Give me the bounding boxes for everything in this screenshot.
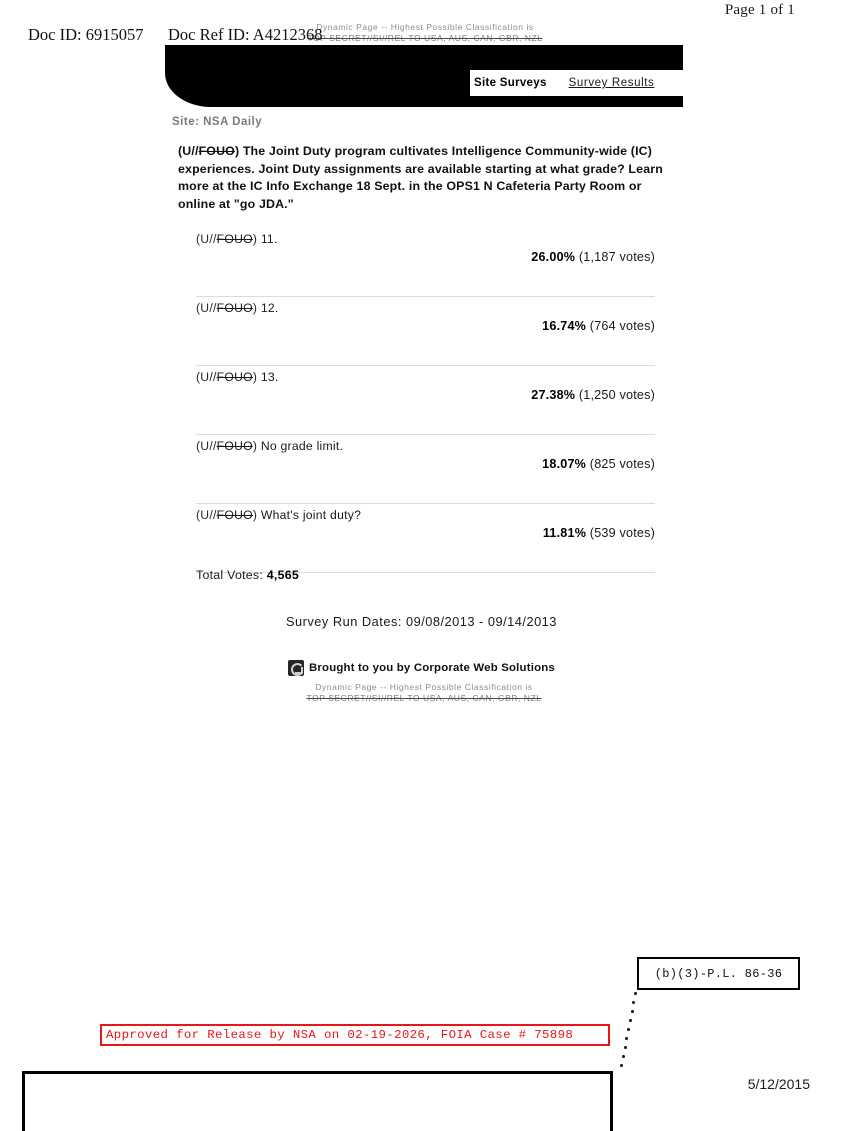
poll-option-stats (531, 388, 655, 402)
option-marking-strike: FOUO (216, 232, 253, 246)
credit-text: Brought to you by Corporate Web Solutions (309, 662, 555, 674)
poll-row (196, 435, 655, 504)
poll-option-label (196, 508, 361, 522)
survey-question (178, 143, 678, 213)
survey-run-dates: Survey Run Dates: 09/08/2013 - 09/14/2013 (286, 614, 557, 629)
option-marking-suffix: ) (252, 508, 258, 522)
masthead-bottom-bar (470, 96, 683, 107)
poll-option-label (196, 439, 343, 453)
classification-line-1: Dynamic Page -- Highest Possible Classification is (315, 682, 533, 692)
option-marking-prefix: (U// (196, 508, 217, 522)
option-marking-suffix: ) (252, 439, 258, 453)
poll-row (196, 228, 655, 297)
site-label: Site: NSA Daily (172, 116, 263, 128)
poll-row (196, 366, 655, 435)
option-marking-prefix: (U// (196, 439, 217, 453)
option-marking-prefix: (U// (196, 301, 217, 315)
poll-results-list (196, 228, 655, 573)
option-marking-prefix: (U// (196, 232, 217, 246)
option-text: No grade limit. (260, 439, 344, 453)
classification-line-1: Dynamic Page -- Highest Possible Classification is (316, 22, 534, 32)
option-marking-suffix: ) (252, 232, 258, 246)
question-marking-prefix: (U// (178, 144, 199, 158)
total-votes (196, 568, 299, 582)
poll-option-stats (542, 319, 655, 333)
tab-site-surveys[interactable]: Site Surveys (474, 77, 547, 89)
option-percent: 11.81% (542, 526, 587, 540)
option-votes: (825 votes) (589, 457, 655, 471)
option-percent: 26.00% (531, 250, 576, 264)
option-percent: 16.74% (542, 319, 587, 333)
option-text: 11. (260, 232, 278, 246)
print-date: 5/12/2015 (747, 1076, 810, 1092)
question-text: The Joint Duty program cultivates Intelligence Community-wide (IC) experiences. Joint Duty assignments are available starting at what grade? Learn more at the IC Info Exchange 18 Sept. in the OPS1 N Cafeteria Party Room or online at "go JDA." (178, 144, 663, 211)
exemption-callout-box (637, 957, 800, 990)
total-votes-value: 4,565 (266, 568, 300, 582)
exemption-leader-line (612, 992, 642, 1070)
option-marking-strike: FOUO (216, 439, 253, 453)
poll-option-label (196, 370, 279, 384)
poll-option-stats (542, 457, 655, 471)
question-marking-suffix: ) (234, 144, 240, 158)
exemption-text: (b)(3)-P.L. 86-36 (654, 966, 783, 981)
page-number: Page 1 of 1 (724, 2, 795, 18)
release-stamp (100, 1024, 610, 1046)
tab-survey-results[interactable]: Survey Results (568, 77, 655, 89)
classification-banner-top (290, 22, 560, 44)
doc-ref-id-label: Doc Ref ID: A4212368 (168, 25, 323, 44)
bottom-redaction-box (22, 1071, 613, 1131)
masthead-top-bar (470, 45, 683, 70)
option-votes: (1,187 votes) (578, 250, 655, 264)
credit-line (288, 660, 555, 676)
corporate-web-solutions-logo-icon (288, 660, 304, 676)
option-text: 13. (260, 370, 279, 384)
poll-option-label (196, 232, 278, 246)
option-votes: (1,250 votes) (578, 388, 655, 402)
poll-option-stats (543, 526, 655, 540)
site-masthead (165, 45, 683, 107)
poll-row (196, 504, 655, 573)
option-marking-strike: FOUO (216, 508, 253, 522)
redacted-logo-block (165, 45, 475, 107)
option-percent: 27.38% (531, 388, 576, 402)
poll-option-label (196, 301, 279, 315)
classification-banner-bottom (288, 682, 560, 704)
option-marking-strike: FOUO (216, 370, 253, 384)
option-text: What's joint duty? (260, 508, 362, 522)
classification-line-2: TOP SECRET//SI//REL TO USA, AUS, CAN, GBR, NZL (307, 33, 543, 43)
classification-line-2: TOP SECRET//SI//REL TO USA, AUS, CAN, GBR, NZL (306, 693, 542, 703)
option-marking-suffix: ) (252, 370, 258, 384)
option-percent: 18.07% (542, 457, 587, 471)
option-marking-suffix: ) (252, 301, 258, 315)
option-marking-strike: FOUO (216, 301, 253, 315)
doc-id-label: Doc ID: 6915057 (28, 25, 144, 44)
question-marking-strike: FOUO (198, 144, 235, 158)
masthead-nav (470, 70, 683, 96)
option-text: 12. (260, 301, 279, 315)
option-marking-prefix: (U// (196, 370, 217, 384)
total-votes-label: Total Votes: (196, 568, 264, 582)
poll-option-stats (531, 250, 655, 264)
release-stamp-text: Approved for Release by NSA on 02-19-2026, FOIA Case # 75898 (106, 1028, 574, 1042)
option-votes: (764 votes) (589, 319, 655, 333)
poll-row (196, 297, 655, 366)
option-votes: (539 votes) (589, 526, 655, 540)
